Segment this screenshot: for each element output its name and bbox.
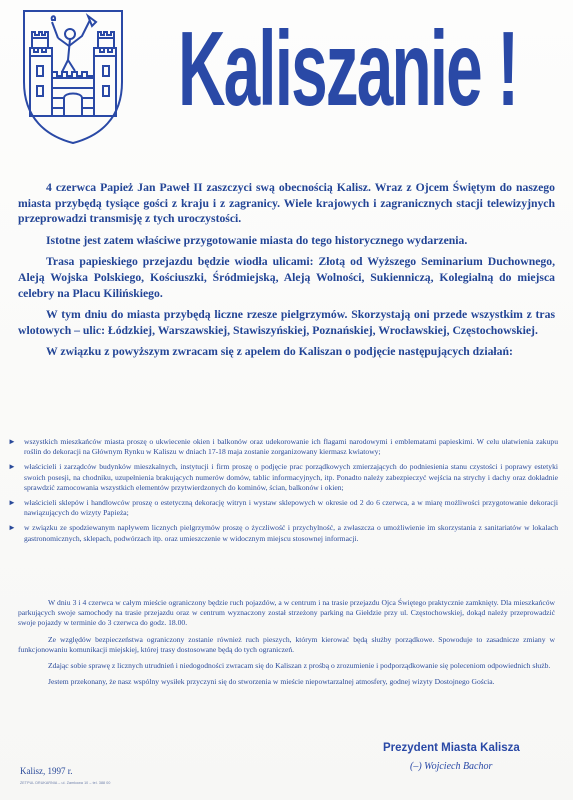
city-coat-of-arms-icon: [20, 8, 126, 146]
list-item: [6, 437, 558, 457]
list-item-text: właścicieli i zarządców budynków mieszkalnych, instytucji i firm proszę o podjęcie prac porządkowych zmierzających do podniesienia stanu czystości i poprawy estetyki swoich posesji, na chodniku, uzupełnienia brakujących numerów domów, tablic informacyjnych, itp. Ponadto należy zabezpieczyć wejścia na strychy i dachy oraz dokładnie sprawdzić zamocowania wszystkich elementów przytwierdzonych do kominów, ścian, balkonów i okien;: [24, 462, 558, 492]
paragraph-request: Zdając sobie sprawę z licznych utrudnień i niedogodności zwracam się do Kaliszan z prośbą o zrozumienie i podporządkowanie się poleceniom odpowiednich służb.: [48, 661, 551, 671]
paragraph-preparation: Istotne jest zatem właściwe przygotowanie miasta do tego historycznego wydarzenia.: [46, 233, 468, 247]
signature-title: Prezydent Miasta Kalisza: [383, 742, 520, 754]
triangle-right-icon: ►: [8, 462, 16, 472]
paragraph-pedestrians: Ze względów bezpieczeństwa ograniczony zostanie również ruch pieszych, którym kierować będą służby porządkowe. Spowoduje to zasadnicze zmiany w funkcjonowaniu komunikacji miejskiej, której trasy dostosowane będą do tych ograniczeń.: [18, 634, 555, 654]
paragraph-intro: 4 czerwca Papież Jan Paweł II zaszczyci swą obecnością Kalisz. Wraz z Ojcem Świętym do naszego miasta przybędą tysiące gości z kraju i z zagranicy. Wiele krajowych i zagranicznych stacji telewizyjnych przeprowadzi transmisję z tych uroczystości.: [18, 181, 555, 226]
paragraph-appeal: W związku z powyższym zwracam się z apelem do Kaliszan o podjęcie następujących działań:: [46, 345, 513, 359]
paragraph-route: Trasa papieskiego przejazdu będzie wiodła ulicami: Złotą od Wyższego Seminarium Duchownego, Aleją Wojska Polskiego, Kościuszki, Śródmiejską, Aleją Wolności, Sukienniczą, Kolegialną do miejsca celebry na Placu Kilińskiego.: [18, 255, 555, 300]
place-date: Kalisz, 1997 r.: [20, 766, 73, 776]
triangle-right-icon: ►: [8, 437, 16, 446]
list-item: [6, 462, 558, 493]
list-item-text: wszystkich mieszkańców miasta proszę o ukwiecenie okien i balkonów oraz udekorowanie ich flagami narodowymi i emblematami papieskimi. W celu ułatwienia zakupu roślin do dekoracji na Głównym Rynku w Kaliszu w dniach 17-18 maja zostanie zorganizowany kiermasz kwiatowy;: [24, 437, 558, 457]
traffic-info: [18, 598, 555, 693]
list-item: [6, 523, 558, 543]
triangle-right-icon: ►: [8, 498, 16, 508]
appeal-list: [6, 437, 558, 549]
printer-imprint: ZETPUL DRUKARNIA – ul. Zamkowa 10 – tel. 388 00: [20, 781, 111, 785]
triangle-right-icon: ►: [8, 523, 16, 533]
paragraph-traffic: W dniu 3 i 4 czerwca w całym mieście ograniczony będzie ruch pojazdów, a w centrum i na trasie przejazdu Ojca Świętego praktycznie zamknięty. Dla mieszkańców parkujących swoje samochody na trasie przejazdu oraz w centrum wyznaczony został strzeżony parking na Giełdzie przy ul. Częstochowskiej, dokąd należy przeprowadzić swoje pojazdy w terminie do 3 czerwca do godz. 18.00.: [18, 598, 555, 628]
page-title: Kaliszanie !: [178, 10, 518, 128]
intro-text: [18, 180, 555, 366]
list-item: [6, 498, 558, 518]
list-item-text: właścicieli sklepów i handlowców proszę o estetyczną dekorację witryn i wystaw sklepowych w okresie od 2 do 6 czerwca, a w miarę możliwości przygotowanie dekoracji nawiązujących do wizyty Papieża;: [24, 498, 558, 518]
list-item-text: w związku ze spodziewanym napływem licznych pielgrzymów proszę o życzliwość i przychylność, a zwłaszcza o umożliwienie im skorzystania z sanitariatów w lokalach gastronomicznych, sklepach, podwórzach itp. oraz umieszczenie w widocznym miejscu stosownej informacji.: [24, 523, 558, 543]
signature-name: (–) Wojciech Bachor: [410, 761, 493, 772]
paragraph-closing: Jestem przekonany, że nasz wspólny wysiłek przyczyni się do stworzenia w mieście niepowtarzalnej atmosfery, godnej wizyty Dostojnego Gościa.: [48, 677, 495, 687]
paragraph-pilgrims: W tym dniu do miasta przybędą liczne rzesze pielgrzymów. Skorzystają oni przede wszystkim z tras wlotowych – ulic: Łódzkiej, Warszawskiej, Stawiszyńskiej, Poznańskiej, Wrocławskiej, Częstochowskiej.: [18, 308, 555, 337]
